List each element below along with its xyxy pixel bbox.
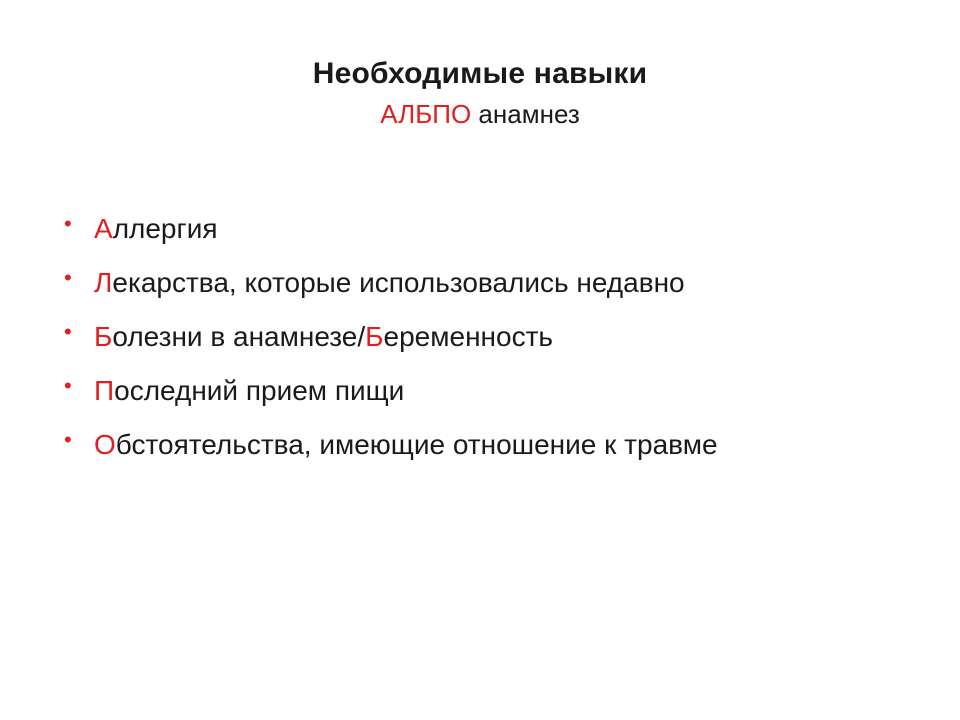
bullet-icon: • xyxy=(64,373,72,398)
subtitle-acronym: АЛБПО xyxy=(380,99,472,129)
slide-subtitle xyxy=(0,96,960,132)
list-item xyxy=(64,256,718,310)
item-text: екарства, которые использовались недавно xyxy=(112,267,685,298)
item-first-letter: О xyxy=(94,429,116,460)
list-item xyxy=(64,364,718,418)
bullet-icon: • xyxy=(64,265,72,290)
list-item xyxy=(64,310,718,364)
slide-title: Необходимые навыки xyxy=(312,57,648,90)
item-text-2: еременность xyxy=(383,321,553,352)
title-block xyxy=(0,52,960,132)
item-first-letter: Б xyxy=(94,321,113,352)
bullet-icon: • xyxy=(64,427,72,452)
bullet-icon: • xyxy=(64,319,72,344)
subtitle-text: анамнез xyxy=(471,99,580,129)
item-text: оследний прием пищи xyxy=(114,375,405,406)
item-text: ллергия xyxy=(112,213,218,244)
bullet-list xyxy=(64,202,718,472)
item-first-letter: Л xyxy=(94,267,113,298)
item-text: олезни в анамнезе/ xyxy=(112,321,366,352)
item-first-letter: П xyxy=(94,375,115,406)
item-text: бстоятельства, имеющие отношение к травме xyxy=(115,429,718,460)
item-first-letter: А xyxy=(94,213,113,244)
list-item xyxy=(64,202,718,256)
bullet-icon: • xyxy=(64,211,72,236)
item-second-letter: Б xyxy=(365,321,384,352)
list-item xyxy=(64,418,718,472)
